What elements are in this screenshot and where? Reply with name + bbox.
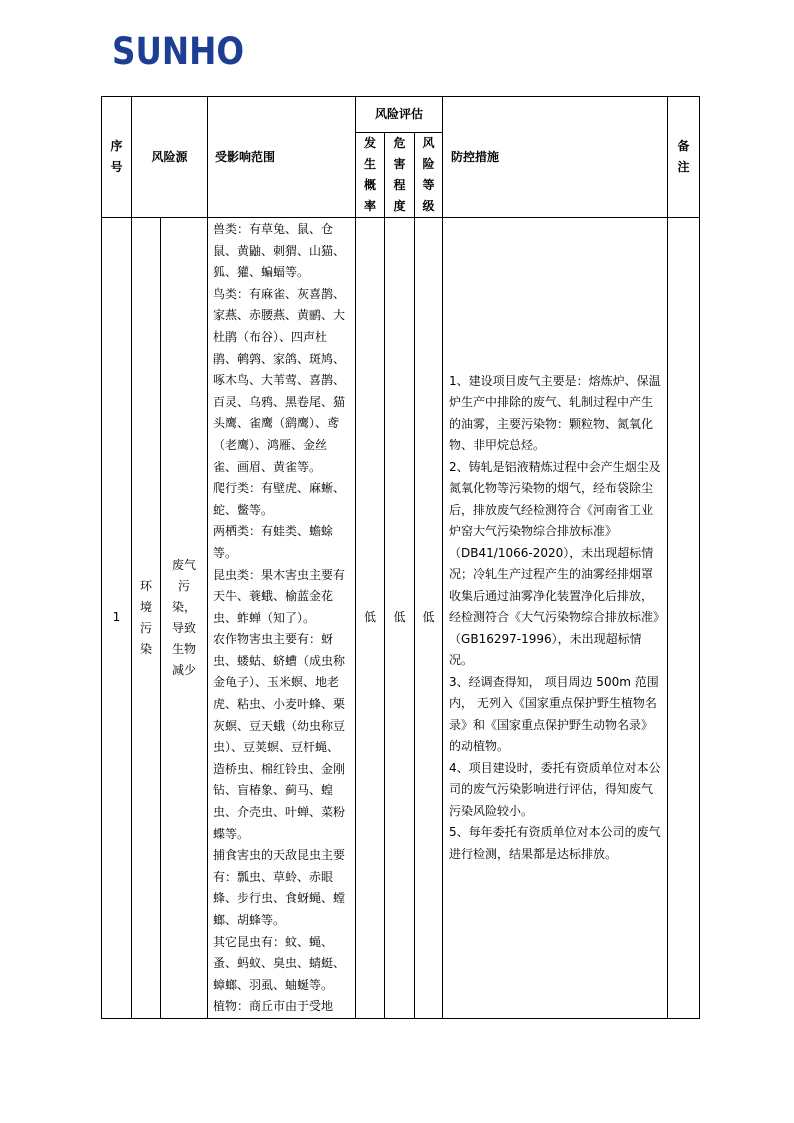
- header-risk-source: [132, 97, 208, 218]
- measure-paragraph: 2、铸轧是铝液精炼过程中会产生烟尘及氮氧化物等污染物的烟气，经布袋除尘后，排放废气经检测符合《河南省工业炉窑大气污染物综合排放标准》（DB41/1066-2020），未出现超标情况；冷轧生产过程产生的油雾经排烟罩收集后通过油雾净化装置净化后排放，经检测符合《大气污染物综合排放标准》（GB16297-1996），未出现超标情况。: [449, 459, 661, 668]
- measure-paragraph: 4、项目建设时，委托有资质单位对本公司的废气污染影响进行评估，得知废气污染风险较小。: [449, 760, 661, 818]
- scope-paragraph: 其它昆虫有：蚊、蝇、蚤、蚂蚁、臭虫、蜻蜓、蟑螂、羽虱、蚰蜒等。: [213, 934, 346, 992]
- row-probability: [356, 218, 385, 1019]
- scope-paragraph: 植物：商丘市由于受地: [213, 999, 334, 1014]
- header-level-label: 风险等级: [422, 136, 435, 213]
- row-affected-scope: [208, 218, 356, 1019]
- row-probability-value: 低: [364, 610, 377, 625]
- measure-paragraph: 3、经调查得知， 项目周边 500m 范围内， 无列入《国家重点保护野生植物名录》和《国家重点保护野生动物名录》的动植物。: [449, 674, 659, 754]
- header-risk-eval: [356, 97, 443, 133]
- row-seq-value: 1: [112, 610, 121, 625]
- table-row: [102, 218, 700, 1019]
- scope-paragraph: 昆虫类：果木害虫主要有天牛、蓑蛾、榆蓝金花虫、蚱蝉（知了）。: [213, 567, 346, 625]
- row-severity-value: 低: [393, 610, 406, 625]
- header-measures-label: 防控措施: [451, 149, 500, 164]
- scope-paragraph: 两栖类：有蛙类、蟾蜍等。: [213, 524, 334, 560]
- row-remark: [668, 218, 700, 1019]
- header-scope: [208, 97, 356, 218]
- scope-paragraph: 农作物害虫主要有：蚜虫、蝼蛄、蛴螬（成虫称金龟子）、玉米螟、地老虎、粘虫、小麦叶蜂、栗灰螟、豆天蛾（幼虫称豆虫）、豆荚螟、豆杆蝇、造桥虫、棉红铃虫、金刚钻、盲椿象、蓟马、蝗虫、介壳虫、叶蝉、菜粉蝶等。: [213, 632, 346, 841]
- scope-paragraph: 捕食害虫的天敌昆虫主要有：瓢虫、草蛉、赤眼蜂、步行虫、食蚜蝇、螳螂、胡蜂等。: [213, 848, 346, 927]
- risk-table: [101, 96, 700, 1019]
- measure-paragraph: 1、建设项目废气主要是：熔炼炉、保温炉生产中排除的废气、轧制过程中产生的油雾，主要污染物：颗粒物、氮氧化物、非甲烷总烃。: [449, 373, 661, 453]
- header-remark-label: 备注: [677, 139, 690, 174]
- row-level: [415, 218, 443, 1019]
- header-probability-label: 发生概率: [364, 136, 377, 213]
- row-level-value: 低: [422, 610, 435, 625]
- scope-paragraph: 鸟类：有麻雀、灰喜鹊、家燕、赤腰燕、黄鹂、大杜鹃（布谷）、四声杜鹃、鹌鹑、家鸽、斑鸠、啄木鸟、大苇莺、喜鹊、百灵、乌鸦、黑卷尾、猫头鹰、雀鹰（鹞鹰）、鸢（老鹰）、鸿雁、金丝雀、画眉、黄雀等。: [213, 286, 346, 474]
- measure-paragraph: 5、每年委托有资质单位对本公司的废气进行检测，结果都是达标排放。: [449, 825, 661, 861]
- header-risk-source-label: 风险源: [151, 149, 188, 164]
- row-measures: [443, 218, 668, 1019]
- row-source-category-text: 环境污染: [139, 578, 152, 656]
- row-source-detail: [161, 218, 208, 1019]
- header-risk-eval-label: 风险评估: [375, 107, 424, 121]
- row-source-detail-text: 废气污染，导致生物减少: [171, 557, 196, 677]
- header-remark: [668, 97, 700, 218]
- row-seq: [102, 218, 132, 1019]
- header-severity-label: 危害程度: [393, 136, 406, 213]
- scope-paragraph: 兽类：有草兔、鼠、仓鼠、黄鼬、刺猬、山猫、狐、獾、蝙蝠等。: [213, 222, 346, 280]
- scope-paragraph: 爬行类：有壁虎、麻蜥、蛇、鳖等。: [213, 481, 346, 517]
- header-probability: [356, 133, 385, 218]
- header-measures: [443, 97, 668, 218]
- header-severity: [385, 133, 415, 218]
- header-seq: [102, 97, 132, 218]
- header-scope-label: 受影响范围: [215, 149, 276, 164]
- sunho-logo: SUNHO: [112, 30, 245, 73]
- header-level: [415, 133, 443, 218]
- row-source-category: [132, 218, 161, 1019]
- row-severity: [385, 218, 415, 1019]
- header-seq-label: 序号: [110, 139, 123, 174]
